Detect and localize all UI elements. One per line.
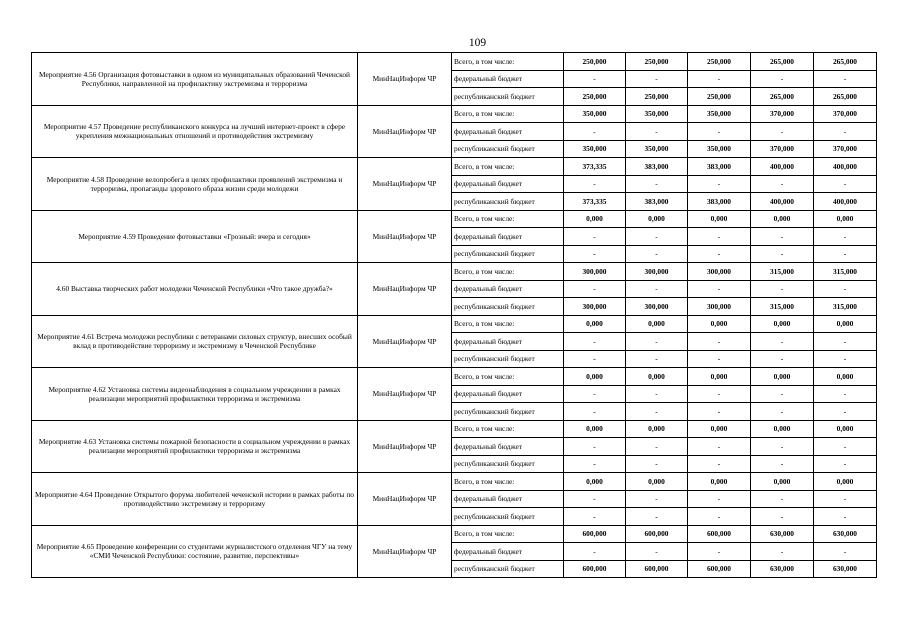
amount-cell: - (688, 403, 751, 421)
amount-cell: 0,000 (564, 210, 626, 228)
amount-cell: - (688, 455, 751, 473)
amount-cell: 265,000 (751, 53, 814, 71)
amount-cell: 400,000 (814, 193, 877, 211)
activity-name-cell: Мероприятие 4.63 Установка системы пожарной безопасности в социальном учреждении в рамках реализации мероприятий профилактики терроризма и экстремизма (32, 420, 358, 473)
table-row (32, 158, 877, 176)
amount-cell: - (564, 385, 626, 403)
amount-cell: - (814, 333, 877, 351)
executor-cell: МинНацИнформ ЧР (358, 368, 452, 421)
amount-cell: 350,000 (688, 105, 751, 123)
amount-cell: 373,335 (564, 193, 626, 211)
amount-cell: 600,000 (688, 560, 751, 578)
amount-cell: 315,000 (751, 298, 814, 316)
table-row (32, 53, 877, 71)
amount-cell: 383,000 (688, 158, 751, 176)
table-row (32, 210, 877, 228)
budget-table (31, 52, 877, 578)
amount-cell: - (688, 175, 751, 193)
amount-cell: 0,000 (814, 368, 877, 386)
amount-cell: - (751, 490, 814, 508)
amount-cell: 315,000 (814, 263, 877, 281)
amount-cell: - (564, 123, 626, 141)
amount-cell: 600,000 (564, 560, 626, 578)
amount-cell: - (751, 508, 814, 526)
amount-cell: - (626, 455, 688, 473)
activity-name-cell: Мероприятие 4.56 Организация фотовыставки в одном из муниципальных образований Чеченской Республики, направленной на профилактику экстремизма и терроризма (32, 53, 358, 106)
table-row (32, 420, 877, 438)
funding-source-cell: республиканский бюджет (452, 350, 564, 368)
amount-cell: - (688, 543, 751, 561)
amount-cell: - (626, 228, 688, 246)
amount-cell: 370,000 (751, 105, 814, 123)
amount-cell: - (564, 490, 626, 508)
amount-cell: 0,000 (814, 473, 877, 491)
executor-cell: МинНацИнформ ЧР (358, 210, 452, 263)
amount-cell: 400,000 (751, 193, 814, 211)
amount-cell: 0,000 (564, 315, 626, 333)
amount-cell: 0,000 (688, 473, 751, 491)
amount-cell: 630,000 (751, 525, 814, 543)
page-number: 109 (468, 37, 487, 49)
amount-cell: - (814, 123, 877, 141)
funding-source-cell: федеральный бюджет (452, 490, 564, 508)
amount-cell: 300,000 (564, 263, 626, 281)
table-row (32, 263, 877, 281)
amount-cell: 265,000 (751, 88, 814, 106)
amount-cell: - (564, 350, 626, 368)
amount-cell: 250,000 (688, 53, 751, 71)
amount-cell: - (564, 333, 626, 351)
funding-source-cell: республиканский бюджет (452, 193, 564, 211)
activity-name-cell: Мероприятие 4.64 Проведение Открытого форума любителей чеченской истории в рамках работы по противодействию экстремизму и терроризму (32, 473, 358, 526)
amount-cell: - (751, 70, 814, 88)
amount-cell: 370,000 (814, 140, 877, 158)
amount-cell: 250,000 (688, 88, 751, 106)
amount-cell: - (751, 228, 814, 246)
amount-cell: - (564, 228, 626, 246)
amount-cell: 300,000 (688, 298, 751, 316)
executor-cell: МинНацИнформ ЧР (358, 473, 452, 526)
amount-cell: - (814, 543, 877, 561)
amount-cell: 383,000 (626, 158, 688, 176)
amount-cell: 600,000 (626, 525, 688, 543)
funding-source-cell: федеральный бюджет (452, 438, 564, 456)
amount-cell: - (751, 175, 814, 193)
funding-source-cell: федеральный бюджет (452, 385, 564, 403)
amount-cell: 315,000 (814, 298, 877, 316)
amount-cell: 630,000 (814, 560, 877, 578)
amount-cell: - (688, 385, 751, 403)
amount-cell: - (626, 403, 688, 421)
amount-cell: - (814, 350, 877, 368)
amount-cell: - (626, 508, 688, 526)
amount-cell: - (564, 455, 626, 473)
amount-cell: 0,000 (814, 210, 877, 228)
funding-source-cell: федеральный бюджет (452, 543, 564, 561)
amount-cell: - (626, 175, 688, 193)
amount-cell: - (626, 245, 688, 263)
amount-cell: - (688, 333, 751, 351)
table-row (32, 525, 877, 543)
amount-cell: 370,000 (814, 105, 877, 123)
amount-cell: - (626, 490, 688, 508)
amount-cell: - (751, 350, 814, 368)
table-row (32, 368, 877, 386)
amount-cell: 300,000 (626, 298, 688, 316)
amount-cell: 0,000 (751, 420, 814, 438)
amount-cell: 350,000 (626, 105, 688, 123)
amount-cell: 630,000 (814, 525, 877, 543)
amount-cell: - (814, 175, 877, 193)
amount-cell: - (626, 70, 688, 88)
amount-cell: - (688, 350, 751, 368)
amount-cell: 250,000 (564, 88, 626, 106)
amount-cell: 0,000 (688, 368, 751, 386)
table-row (32, 315, 877, 333)
executor-cell: МинНацИнформ ЧР (358, 53, 452, 106)
amount-cell: - (814, 280, 877, 298)
funding-source-cell: Всего, в том числе: (452, 315, 564, 333)
amount-cell: - (626, 543, 688, 561)
amount-cell: 250,000 (626, 88, 688, 106)
funding-source-cell: федеральный бюджет (452, 175, 564, 193)
amount-cell: 600,000 (688, 525, 751, 543)
amount-cell: - (564, 245, 626, 263)
funding-source-cell: республиканский бюджет (452, 298, 564, 316)
activity-name-cell: 4.60 Выставка творческих работ молодежи Чеченской Республики «Что такое дружба?» (32, 263, 358, 316)
amount-cell: 0,000 (564, 368, 626, 386)
amount-cell: - (814, 490, 877, 508)
amount-cell: - (814, 70, 877, 88)
amount-cell: 0,000 (688, 210, 751, 228)
activity-name-cell: Мероприятие 4.61 Встреча молодежи республики с ветеранами силовых структур, внесших особый вклад в противодействие терроризму и экстремизму в Чеченской Республике (32, 315, 358, 368)
funding-source-cell: республиканский бюджет (452, 403, 564, 421)
funding-source-cell: федеральный бюджет (452, 70, 564, 88)
activity-name-cell: Мероприятие 4.65 Проведение конференции со студентами журналистского отделения ЧГУ на тему «СМИ Чеченской Республики: состояние, развитие, перспективы» (32, 525, 358, 578)
amount-cell: - (564, 438, 626, 456)
amount-cell: - (688, 438, 751, 456)
amount-cell: - (751, 438, 814, 456)
amount-cell: - (564, 280, 626, 298)
funding-source-cell: Всего, в том числе: (452, 210, 564, 228)
amount-cell: - (688, 280, 751, 298)
amount-cell: 0,000 (564, 473, 626, 491)
amount-cell: 250,000 (564, 53, 626, 71)
amount-cell: - (626, 333, 688, 351)
amount-cell: 350,000 (564, 105, 626, 123)
amount-cell: 300,000 (626, 263, 688, 281)
amount-cell: 265,000 (814, 53, 877, 71)
amount-cell: 0,000 (626, 368, 688, 386)
amount-cell: - (751, 280, 814, 298)
amount-cell: 373,335 (564, 158, 626, 176)
amount-cell: - (751, 123, 814, 141)
amount-cell: 630,000 (751, 560, 814, 578)
funding-source-cell: Всего, в том числе: (452, 105, 564, 123)
amount-cell: 400,000 (814, 158, 877, 176)
amount-cell: 370,000 (751, 140, 814, 158)
amount-cell: 0,000 (564, 420, 626, 438)
amount-cell: 350,000 (626, 140, 688, 158)
funding-source-cell: республиканский бюджет (452, 88, 564, 106)
amount-cell: 0,000 (626, 473, 688, 491)
amount-cell: - (688, 245, 751, 263)
amount-cell: - (751, 333, 814, 351)
amount-cell: - (814, 245, 877, 263)
amount-cell: - (751, 403, 814, 421)
amount-cell: 383,000 (688, 193, 751, 211)
amount-cell: - (814, 228, 877, 246)
amount-cell: - (564, 543, 626, 561)
funding-source-cell: Всего, в том числе: (452, 368, 564, 386)
activity-name-cell: Мероприятие 4.59 Проведение фотовыставки «Грозный: вчера и сегодня» (32, 210, 358, 263)
budget-table-body (32, 53, 877, 578)
amount-cell: 350,000 (564, 140, 626, 158)
executor-cell: МинНацИнформ ЧР (358, 263, 452, 316)
funding-source-cell: Всего, в том числе: (452, 158, 564, 176)
funding-source-cell: республиканский бюджет (452, 455, 564, 473)
funding-source-cell: республиканский бюджет (452, 508, 564, 526)
amount-cell: - (751, 245, 814, 263)
amount-cell: - (626, 280, 688, 298)
amount-cell: - (688, 490, 751, 508)
funding-source-cell: Всего, в том числе: (452, 263, 564, 281)
amount-cell: - (626, 123, 688, 141)
funding-source-cell: Всего, в том числе: (452, 473, 564, 491)
executor-cell: МинНацИнформ ЧР (358, 420, 452, 473)
amount-cell: - (564, 403, 626, 421)
amount-cell: 315,000 (751, 263, 814, 281)
amount-cell: 250,000 (626, 53, 688, 71)
funding-source-cell: Всего, в том числе: (452, 53, 564, 71)
amount-cell: - (688, 123, 751, 141)
amount-cell: 0,000 (688, 315, 751, 333)
amount-cell: 350,000 (688, 140, 751, 158)
amount-cell: 600,000 (564, 525, 626, 543)
executor-cell: МинНацИнформ ЧР (358, 158, 452, 211)
amount-cell: 0,000 (814, 420, 877, 438)
amount-cell: - (688, 508, 751, 526)
amount-cell: - (751, 455, 814, 473)
amount-cell: - (688, 70, 751, 88)
amount-cell: - (564, 508, 626, 526)
funding-source-cell: федеральный бюджет (452, 228, 564, 246)
amount-cell: - (814, 455, 877, 473)
funding-source-cell: Всего, в том числе: (452, 525, 564, 543)
amount-cell: 0,000 (626, 420, 688, 438)
amount-cell: - (814, 385, 877, 403)
funding-source-cell: федеральный бюджет (452, 280, 564, 298)
funding-source-cell: республиканский бюджет (452, 140, 564, 158)
funding-source-cell: федеральный бюджет (452, 123, 564, 141)
amount-cell: - (751, 385, 814, 403)
amount-cell: 0,000 (751, 473, 814, 491)
amount-cell: - (814, 508, 877, 526)
amount-cell: 0,000 (626, 210, 688, 228)
table-row (32, 105, 877, 123)
amount-cell: 0,000 (688, 420, 751, 438)
amount-cell: - (688, 228, 751, 246)
amount-cell: 0,000 (751, 368, 814, 386)
executor-cell: МинНацИнформ ЧР (358, 105, 452, 158)
amount-cell: 300,000 (564, 298, 626, 316)
amount-cell: 600,000 (626, 560, 688, 578)
executor-cell: МинНацИнформ ЧР (358, 525, 452, 578)
table-row (32, 473, 877, 491)
amount-cell: - (564, 70, 626, 88)
amount-cell: 300,000 (688, 263, 751, 281)
funding-source-cell: республиканский бюджет (452, 560, 564, 578)
amount-cell: - (814, 403, 877, 421)
amount-cell: - (814, 438, 877, 456)
amount-cell: - (626, 350, 688, 368)
funding-source-cell: Всего, в том числе: (452, 420, 564, 438)
activity-name-cell: Мероприятие 4.57 Проведение республиканского конкурса на лучший интернет-проект в сфере укрепления межнациональных отношений и противодействия экстремизму (32, 105, 358, 158)
amount-cell: - (751, 543, 814, 561)
amount-cell: - (626, 438, 688, 456)
activity-name-cell: Мероприятие 4.58 Проведение велопробега в целях профилактики проявлений экстремизма и терроризма, пропаганды здорового образа жизни среди молодежи (32, 158, 358, 211)
activity-name-cell: Мероприятие 4.62 Установка системы видеонаблюдения в социальном учреждении в рамках реализации мероприятий профилактики терроризма и экстремизма (32, 368, 358, 421)
executor-cell: МинНацИнформ ЧР (358, 315, 452, 368)
amount-cell: 0,000 (751, 315, 814, 333)
amount-cell: - (564, 175, 626, 193)
amount-cell: 400,000 (751, 158, 814, 176)
amount-cell: 383,000 (626, 193, 688, 211)
funding-source-cell: республиканский бюджет (452, 245, 564, 263)
amount-cell: 0,000 (751, 210, 814, 228)
amount-cell: - (626, 385, 688, 403)
amount-cell: 0,000 (626, 315, 688, 333)
funding-source-cell: федеральный бюджет (452, 333, 564, 351)
amount-cell: 0,000 (814, 315, 877, 333)
amount-cell: 265,000 (814, 88, 877, 106)
